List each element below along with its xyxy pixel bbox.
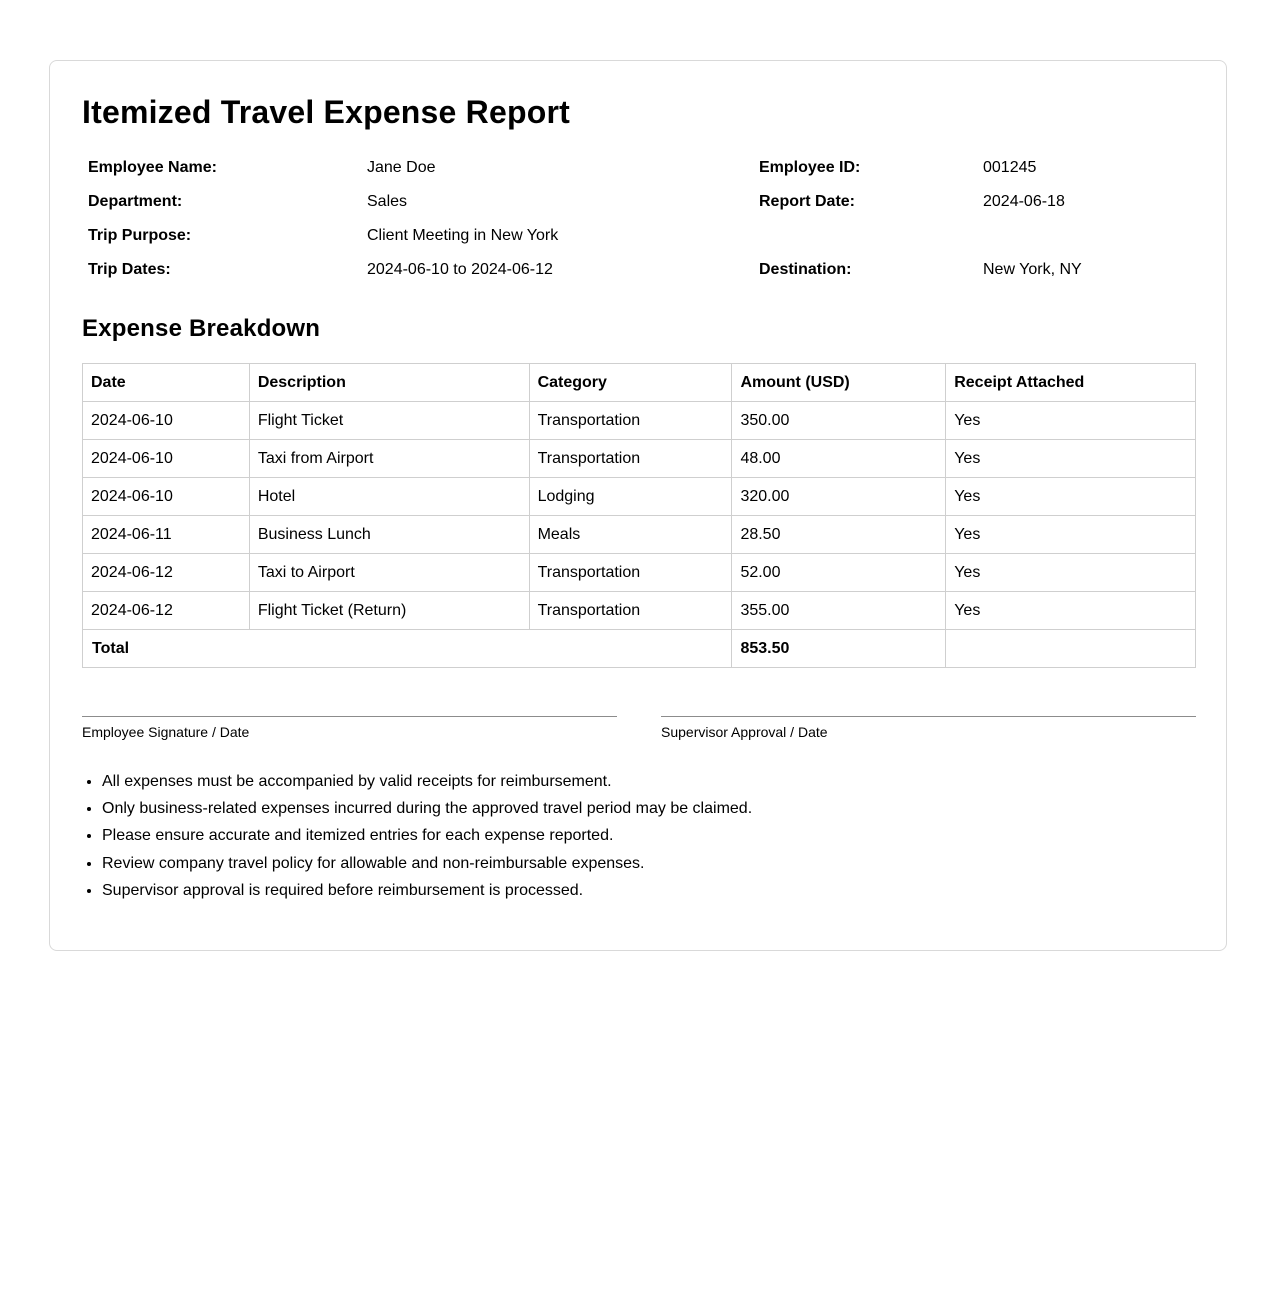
cell-receipt: Yes <box>946 592 1196 630</box>
cell-date: 2024-06-10 <box>83 402 250 440</box>
expense-breakdown-title: Expense Breakdown <box>82 315 321 342</box>
employee-signature-label: Employee Signature / Date <box>82 724 250 740</box>
cell-description: Taxi to Airport <box>249 554 529 592</box>
cell-receipt: Yes <box>946 516 1196 554</box>
cell-description: Business Lunch <box>249 516 529 554</box>
total-row <box>83 630 1196 668</box>
list-item: • All expenses must be accompanied by valid receipts for reimbursement. <box>102 768 752 795</box>
cell-date: 2024-06-12 <box>83 554 250 592</box>
cell-description: Taxi from Airport <box>249 440 529 478</box>
cell-category: Transportation <box>529 554 732 592</box>
employee-name-value: Jane Doe <box>367 159 436 176</box>
employee-id-value: 001245 <box>983 159 1037 176</box>
table-row <box>83 554 1196 592</box>
cell-category: Lodging <box>529 478 732 516</box>
column-header-receipt: Receipt Attached <box>946 364 1196 402</box>
trip-dates-value: 2024-06-10 to 2024-06-12 <box>367 261 553 278</box>
expense-table <box>82 363 1196 668</box>
cell-date: 2024-06-12 <box>83 592 250 630</box>
list-item: • Please ensure accurate and itemized entries for each expense reported. <box>102 822 752 849</box>
department-value: Sales <box>367 193 408 210</box>
empty-cell <box>753 219 977 253</box>
cell-amount: 52.00 <box>732 554 946 592</box>
cell-date: 2024-06-10 <box>83 440 250 478</box>
cell-category: Transportation <box>529 402 732 440</box>
trip-dates-label: Trip Dates: <box>88 261 171 278</box>
cell-category: Transportation <box>529 440 732 478</box>
cell-receipt: Yes <box>946 402 1196 440</box>
cell-amount: 48.00 <box>732 440 946 478</box>
cell-amount: 320.00 <box>732 478 946 516</box>
cell-amount: 28.50 <box>732 516 946 554</box>
destination-value: New York, NY <box>983 261 1082 278</box>
trip-purpose-label: Trip Purpose: <box>88 227 192 244</box>
table-row <box>83 592 1196 630</box>
trip-purpose-value: Client Meeting in New York <box>367 227 559 244</box>
cell-description: Flight Ticket (Return) <box>249 592 529 630</box>
cell-receipt: Yes <box>946 440 1196 478</box>
info-row-department <box>82 185 1196 219</box>
empty-cell <box>977 219 1196 253</box>
destination-label: Destination: <box>759 261 852 278</box>
cell-category: Transportation <box>529 592 732 630</box>
list-item: • Supervisor approval is required before reimbursement is processed. <box>102 877 752 904</box>
empty-cell <box>946 630 1196 668</box>
employee-info-table <box>82 151 1196 287</box>
expense-table-header <box>83 364 1196 402</box>
cell-receipt: Yes <box>946 478 1196 516</box>
table-row <box>83 440 1196 478</box>
policy-notes-list <box>82 768 752 904</box>
column-header-description: Description <box>249 364 529 402</box>
cell-receipt: Yes <box>946 554 1196 592</box>
table-row <box>83 516 1196 554</box>
expense-report-card <box>49 60 1227 951</box>
department-label: Department: <box>88 193 183 210</box>
list-item: • Review company travel policy for allowable and non-reimbursable expenses. <box>102 850 752 877</box>
table-row <box>83 478 1196 516</box>
table-row <box>83 402 1196 440</box>
total-amount: 853.50 <box>732 630 946 668</box>
report-date-label: Report Date: <box>759 193 856 210</box>
employee-signature-line <box>82 716 617 740</box>
supervisor-approval-label: Supervisor Approval / Date <box>661 724 828 740</box>
employee-id-label: Employee ID: <box>759 159 861 176</box>
page-title: Itemized Travel Expense Report <box>82 94 570 130</box>
total-label: Total <box>83 630 732 668</box>
cell-date: 2024-06-10 <box>83 478 250 516</box>
column-header-category: Category <box>529 364 732 402</box>
cell-category: Meals <box>529 516 732 554</box>
info-row-dates <box>82 253 1196 287</box>
supervisor-approval-line <box>661 716 1196 740</box>
cell-amount: 355.00 <box>732 592 946 630</box>
info-row-purpose <box>82 219 1196 253</box>
column-header-date: Date <box>83 364 250 402</box>
column-header-amount: Amount (USD) <box>732 364 946 402</box>
cell-description: Flight Ticket <box>249 402 529 440</box>
cell-amount: 350.00 <box>732 402 946 440</box>
cell-description: Hotel <box>249 478 529 516</box>
info-row-name <box>82 151 1196 185</box>
list-item: • Only business-related expenses incurred during the approved travel period may be claimed. <box>102 795 752 822</box>
cell-date: 2024-06-11 <box>83 516 250 554</box>
employee-name-label: Employee Name: <box>88 159 217 176</box>
report-date-value: 2024-06-18 <box>983 193 1065 210</box>
